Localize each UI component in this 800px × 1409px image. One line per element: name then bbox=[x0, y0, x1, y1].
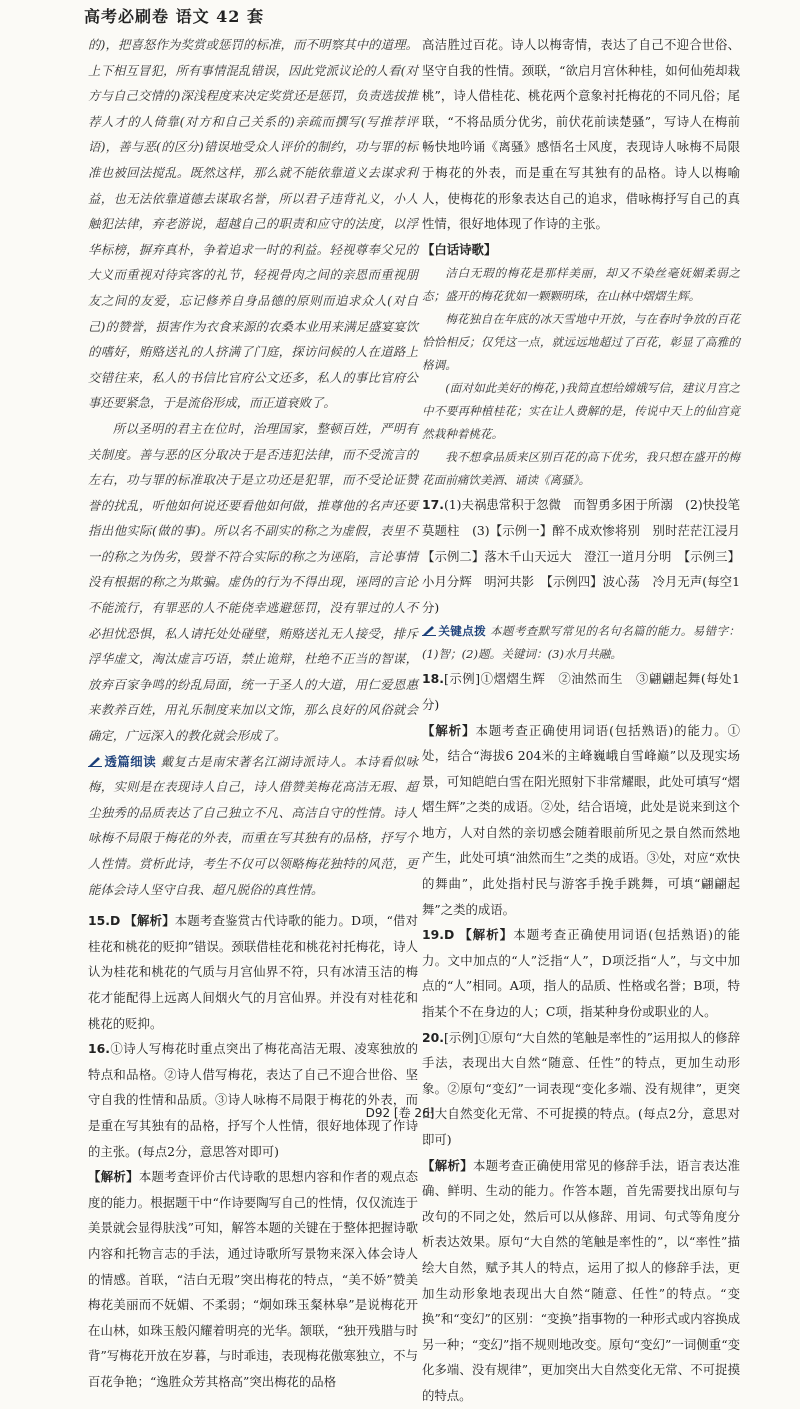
reading-tip bbox=[88, 749, 418, 903]
tip-label: 透篇细读 bbox=[104, 753, 157, 769]
poem-translation: 我不想拿品质来区别百花的高下优劣，我只想在盛开的梅花面前痛饮美酒、诵读《离骚》。 bbox=[422, 450, 740, 488]
question-18: 18.[示例]①熠熠生辉 ②油然而生 ③翩翩起舞(每处1分) bbox=[422, 671, 740, 712]
question-16-analysis-cont: 高洁胜过百花。诗人以梅寄情，表达了自己不迎合世俗、坚守自我的性情。颈联，“欲启月宫休种桂，如何仙苑却栽桃”，诗人借桂花、桃花两个意象衬托梅花的不同凡俗；尾联，“不将品质分优劣，前伏花前读楚骚”，写诗人在梅前畅快地吟诵《离骚》感悟名士风度，表现诗人咏梅不局限于梅花的外表，而是重在写其独有的品格。诗人以梅喻人，使梅花的形象表达自己的追求，借咏梅抒写自己的真性情，很好地体现了作诗的主张。 bbox=[422, 37, 740, 232]
translation-paragraph: 的)，把喜怒作为奖赏或惩罚的标准，而不明察其中的道理。上下相互冒犯，所有事情混乱错误，因此党派议论的人看(对方与自己交情的)深浅程度来决定奖赏还是惩罚，负责选拔推荐人才的人倚靠(对方和自己关系的)亲疏而撰写(写推荐评语)，善与恶(的区分)错误地受众人评价的制约，功与罪的标准也被回法搅乱。既然这样，那么就不能依靠道义去谋求利益，也无法依靠道德去谋取名誉，所以君子违背礼义，小人触犯法律，弃老游说，超越自己的职责和应守的法度，以浮华标榜，摒弃真朴，争着追求一时的利益。轻视尊奉父兄的大义而重视对待宾客的礼节，轻视骨肉之间的亲恩而重视朋友之间的友爱，忘记修养自身品德的原则而追求众人(对自己)的赞誉，损害作为衣食来源的农桑本业用来满足盛宴宴饮的嗜好，贿赂送礼的人挤满了门庭，探访问候的人在道路上交错往来，私人的书信比官府公文还多，私人的事比官府公事还要紧急，于是流俗形成，而正道衰败了。 bbox=[88, 37, 418, 411]
question-17: 17.(1)夫祸患常积于忽微 而智勇多困于所溺 (2)快投笔莫题柱 (3)【示例一】醉不成欢惨将别 别时茫茫江浸月【示例二】落木千山天远大 澄江一道月分明 【示例三】小月分辉 明河共影 【示例四】波心荡 冷月无声(每空1分) bbox=[422, 497, 740, 615]
translation-paragraph: 所以圣明的君主在位时，治理国家，整顿百姓，严明有关制度。善与恶的区分取决于是否违犯法律，而不受流言的左右，功与罪的标准取决于是立功还是犯罪，而不受论证赞誉的扰乱，听他如何说还要看他如何做，推尊他的名声还要指出他实际(做的事)。所以名不副实的称之为虚假，表里不一的称之为伪劣，毁誉不符合实际的称之为诬陷，言论事情没有根据的称之为欺骗。虚伪的行为不得出现，诬罔的言论不能流行，有罪恶的人不能侥幸逃避惩罚，没有罪过的人不必担忧恐惧，私人请托处处碰壁，贿赂送礼无人接受，排斥浮华虚文，淘汰虚言巧语，禁止诡辩，杜绝不正当的智谋，放弃百家争鸣的纷乱局面，统一于圣人的大道，用仁爱恩惠来教养百姓，用礼乐制度来加以文饰，那么良好的风俗就会确定，广远深入的教化就会形成了。 bbox=[88, 420, 418, 744]
poem-translation: (面对如此美好的梅花，)我简直想给嫦娥写信，建议月宫之中不要再种植桂花；实在让人费解的是，传说中天上的仙宫竟然栽种着桃花。 bbox=[422, 381, 740, 442]
poem-translation: 梅花独自在年底的冰天雪地中开放，与在春时争放的百花恰恰相反；仅凭这一点，就远远地超过了百花，彰显了高雅的格调。 bbox=[422, 312, 740, 373]
page-header: 高考必刷卷 语文 42 套 bbox=[84, 7, 264, 26]
section-title: 【白话诗歌】 bbox=[422, 241, 497, 257]
page-footer: D92 [卷 26] bbox=[365, 1106, 435, 1120]
key-tip: 关键点拨 本题考查默写常见的名句名篇的能力。易错字：(1)智；(2)题。关键词：(3)水月共融。 bbox=[422, 624, 740, 662]
question-20-analysis: 【解析】本题考查正确使用常见的修辞手法，语言表达准确、鲜明、生动的能力。作答本题，首先需要找出原句与改句的不同之处，然后可以从修辞、用词、句式等角度分析表达效果。原句“大自然的笔触是率性的”，以“率性”描绘大自然，赋予其人的特点，运用了拟人的修辞手法，更加生动形象地表现出大自然“随意、任性”的特点。“变换”和“变幻”的区别：“变换”指事物的一种形式或内容换成另一种；“变幻”指不规则地改变。原句“变幻”一词侧重“变化多端、没有规律”，更加突出大自然变化无常、不可捉摸的特点。 bbox=[422, 1157, 741, 1403]
poem-translation: 洁白无瑕的梅花是那样美丽，却又不染丝毫妩媚柔弱之态；盛开的梅花犹如一颗颗明珠，在山林中熠熠生辉。 bbox=[422, 266, 740, 304]
left-column bbox=[88, 32, 418, 1394]
question-18-analysis: 【解析】本题考查正确使用词语(包括熟语)的能力。①处，结合“海拔6 204米的主峰巍峨自雪峰巅”以及现实场景，可知皑皑白雪在阳光照射下非常耀眼，此处可填写“熠熠生辉”之类的成语。②处，结合语境，此处是说来到这个地方，人对自然的亲切感会随着眼前所见之景自然而然地产生，此处可填“油然而生”之类的成语。③处，对应“欢快的舞曲”，此处指村民与游客手挽手跳舞，可填“翩翩起舞”之类的成语。 bbox=[422, 722, 740, 917]
pen-icon bbox=[88, 755, 102, 767]
question-20: 20.[示例]①原句“大自然的笔触是率性的”运用拟人的修辞手法，表现出大自然“随意、任性”的特点，更加生动形象。②原句“变幻”一词表现“变化多端、没有规律”，更突出大自然变化无常、不可捉摸的特点。(每点2分，意思对即可) bbox=[422, 1029, 740, 1147]
question-16: 16.①诗人写梅花时重点突出了梅花高洁无瑕、凌寒独放的特点和品格。②诗人借写梅花，表达了自己不迎合世俗、坚守自我的性情和品质。③诗人咏梅不局限于梅花的外表，而是重在写其独有的品格，抒写个人性情，很好地体现了作诗的主张。(每点2分，意思答对即可) bbox=[88, 1041, 418, 1159]
tip-text: 戴复古是南宋著名江湖诗派诗人。本诗看似咏梅，实则是在表现诗人自己，诗人借赞美梅花高洁无瑕、超尘独秀的品质表达了自己独立不凡、高洁自守的性情。诗人咏梅不局限于梅花的外表，而重在写其独有的品格，抒写个人性情。赏析此诗，考生不仅可以领略梅花独特的风范，更能体会诗人坚守自我、超凡脱俗的真性情。 bbox=[88, 753, 419, 897]
question-19: 19.D 【解析】本题考查正确使用词语(包括熟语)的能力。文中加点的“人”泛指“人”，D项泛指“人”，与文中加点的“人”相同。A项，指人的品质、性格或名誉；B项，特指某个不在身边的人；C项，指某种身份或职业的人。 bbox=[422, 927, 740, 1020]
right-column bbox=[422, 32, 740, 1409]
question-15: 15.D 【解析】本题考查鉴赏古代诗歌的能力。D项，“借对桂花和桃花的贬抑”错误。颈联借桂花和桃花衬托梅花，诗人认为桂花和桃花的气质与月宫仙界不符，只有冰清玉洁的梅花才能配得上远离人间烟火气的月宫仙界。并没有对桂花和桃花的贬抑。 bbox=[88, 913, 418, 1031]
question-16-analysis: 【解析】本题考查评价古代诗歌的思想内容和作者的观点态度的能力。根据题干中“作诗要陶写自己的性情，仅仅流连于美景就会显得肤浅”可知，解答本题的关键在于整体把握诗歌内容和托物言志的手法，通过诗歌所写景物来深入体会诗人的情感。首联，“洁白无瑕”突出梅花的特点，“美不娇”赞美梅花美丽而不妩媚、不柔弱；“炯如珠玉粲林皋”是说梅花开在山林，如珠玉般闪耀着明亮的光华。颔联，“独开残腊与时背”写梅花开放在岁暮，与时乖违，表现梅花傲寒独立，不与百花争艳；“逸胜众芳其格高”突出梅花的品格 bbox=[88, 1169, 419, 1389]
pen-icon bbox=[422, 624, 436, 636]
